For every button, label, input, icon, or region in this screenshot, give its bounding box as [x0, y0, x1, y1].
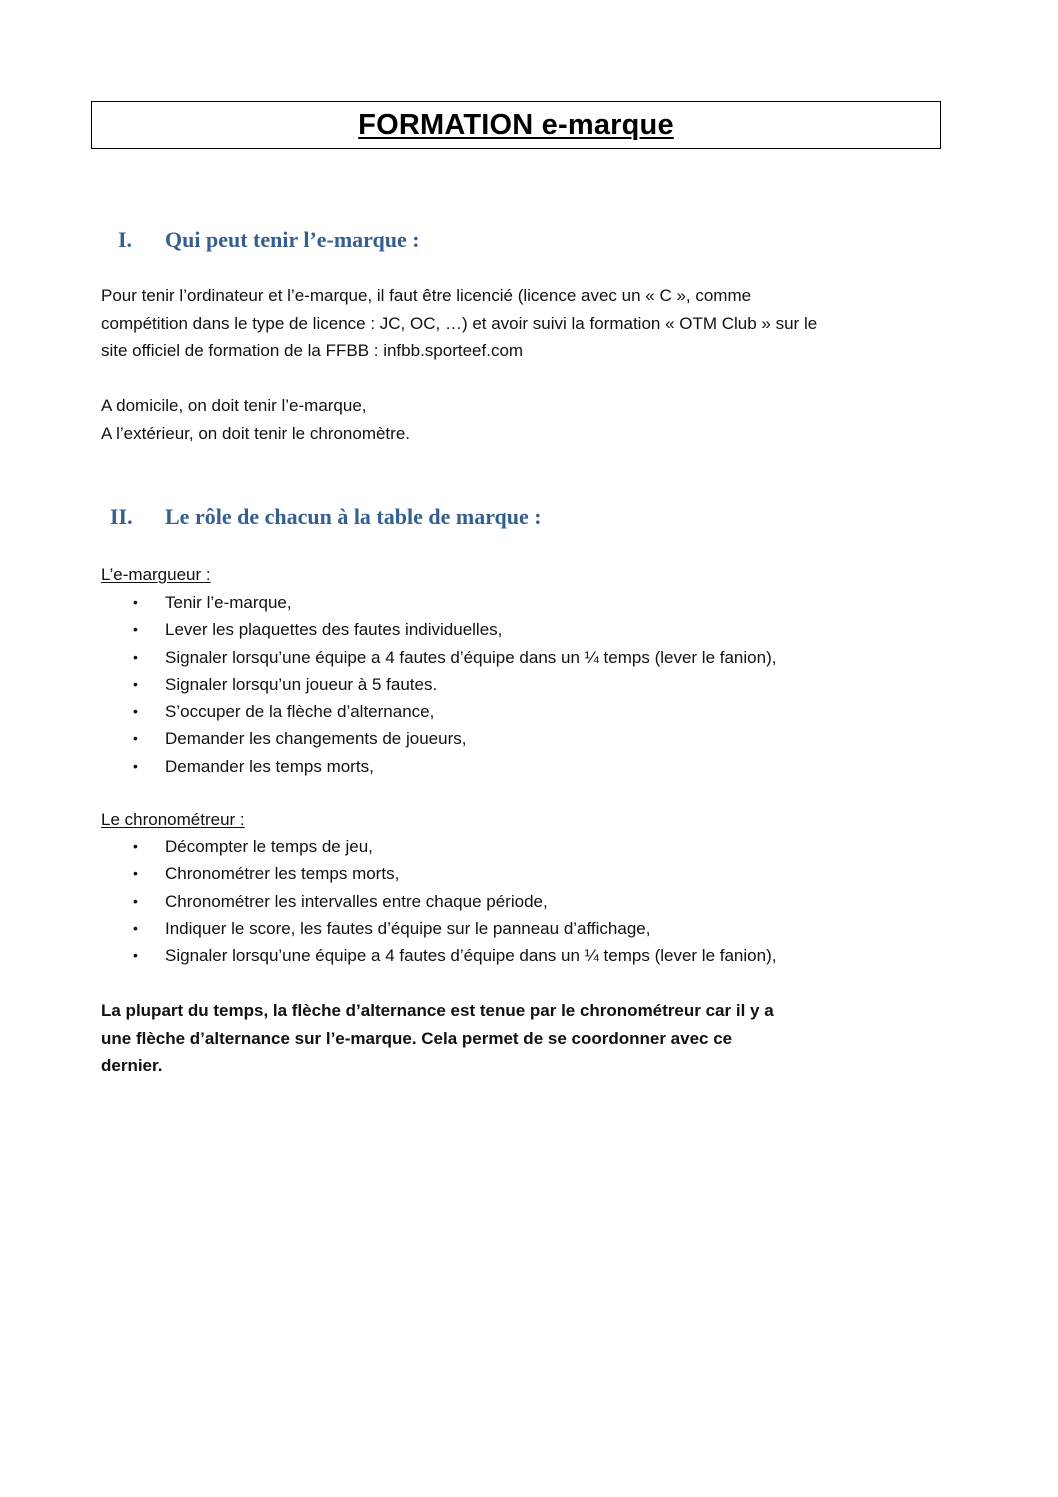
list-item: • S’occuper de la flèche d’alternance, [0, 698, 776, 725]
bullet-icon: • [133, 757, 138, 774]
list-item: • Lever les plaquettes des fautes individuelles, [0, 616, 776, 643]
title-box [91, 101, 941, 149]
bullet-icon: • [133, 675, 138, 692]
list-item: • Chronométrer les temps morts, [0, 860, 776, 887]
list-item: • Tenir l’e-marque, [0, 589, 776, 616]
home-line: A domicile, on doit tenir l’e-marque, [101, 396, 367, 415]
list-item: • Chronométrer les intervalles entre chaque période, [0, 888, 776, 915]
chronometreur-list [0, 833, 776, 969]
document-title: FORMATION e-marque [358, 108, 674, 141]
list-item: • Décompter le temps de jeu, [0, 833, 776, 860]
marqueur-list [0, 589, 776, 780]
paragraph-line: Pour tenir l’ordinateur et l’e-marque, il faut être licencié (licence avec un « C », comme [101, 286, 752, 305]
bullet-icon: • [133, 730, 138, 747]
marqueur-label: L’e-margueur : [101, 565, 211, 584]
section-2-heading [110, 504, 670, 534]
bullet-icon: • [133, 703, 138, 720]
away-line: A l’extérieur, on doit tenir le chronomètre. [101, 423, 410, 443]
bold-note [101, 997, 941, 1080]
section-1-heading [118, 227, 618, 257]
chronometreur-label: Le chronométreur : [101, 810, 245, 829]
paragraph-line: site officiel de formation de la FFBB : infbb.sporteef.com [101, 341, 524, 360]
list-item: • Indiquer le score, les fautes d’équipe sur le panneau d’affichage, [0, 915, 776, 942]
bullet-icon: • [133, 621, 138, 638]
list-item: • Demander les changements de joueurs, [0, 725, 776, 752]
section-1-title: Qui peut tenir l’e-marque : [165, 227, 420, 252]
bullet-icon: • [133, 892, 138, 909]
note-line: une flèche d’alternance sur l’e-marque. Cela permet de se coordonner avec ce [101, 1028, 733, 1048]
list-item: • Signaler lorsqu’une équipe a 4 fautes d’équipe dans un ¼ temps (lever le fanion), [0, 942, 776, 969]
bullet-icon: • [133, 648, 138, 665]
bullet-icon: • [133, 838, 138, 854]
section-2-title: Le rôle de chacun à la table de marque : [165, 504, 542, 529]
list-item: • Signaler lorsqu’une équipe a 4 fautes d’équipe dans un ¼ temps (lever le fanion), [0, 644, 776, 671]
section-2-number: II. [110, 504, 133, 529]
bullet-icon: • [133, 919, 138, 936]
list-item: • Signaler lorsqu’un joueur à 5 fautes. [0, 671, 776, 698]
paragraph-line: compétition dans le type de licence : JC, OC, …) et avoir suivi la formation « OTM Club » sur le [101, 313, 818, 333]
bullet-icon: • [133, 947, 138, 964]
section-1-number: I. [118, 227, 133, 252]
bullet-icon: • [133, 865, 138, 882]
section-1-paragraph [101, 282, 817, 365]
bullet-icon: • [133, 594, 138, 610]
note-line: La plupart du temps, la flèche d’alternance est tenue par le chronométreur car il y a [101, 1001, 774, 1020]
note-line: dernier. [101, 1056, 163, 1075]
home-away-paragraph [101, 392, 410, 447]
list-item: • Demander les temps morts, [0, 753, 776, 780]
